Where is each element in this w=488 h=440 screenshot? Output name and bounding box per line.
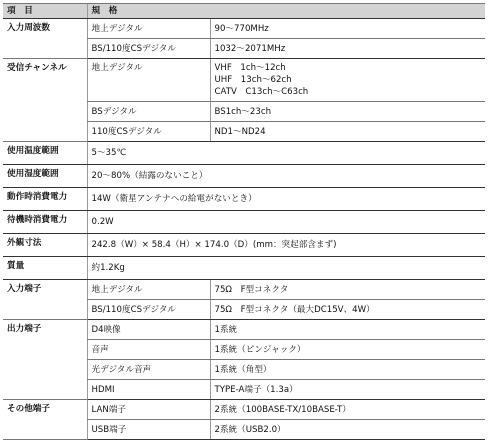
- table-row: [3, 188, 485, 211]
- row-subitem: 光デジタル音声: [87, 360, 210, 380]
- table-row: [3, 59, 485, 102]
- table-row: [3, 280, 485, 300]
- row-category: 出力端子: [3, 320, 87, 400]
- table-row: [3, 234, 485, 257]
- row-value: TYPE-A端子（1.3a）: [210, 380, 485, 400]
- row-subitem: USB端子: [87, 420, 210, 440]
- row-category: 受信チャンネル: [3, 59, 87, 142]
- table-row: [3, 165, 485, 188]
- header-spec: 規 格: [87, 4, 485, 19]
- row-value: 2系統（100BASE-TX/10BASE-T）: [210, 400, 485, 420]
- row-subitem: BS/110度CSデジタル: [87, 39, 210, 59]
- table-row: [3, 19, 485, 39]
- row-category: 入力端子: [3, 280, 87, 320]
- row-value: 5～35℃: [87, 142, 485, 165]
- row-value: 1系統（角型）: [210, 360, 485, 380]
- row-subitem: LAN端子: [87, 400, 210, 420]
- row-value: 0.2W: [87, 211, 485, 234]
- row-value: 2系統（USB2.0）: [210, 420, 485, 440]
- row-subitem: D4映像: [87, 320, 210, 340]
- row-subitem: BS/110度CSデジタル: [87, 300, 210, 320]
- table-row: [3, 400, 485, 420]
- table-row: [3, 211, 485, 234]
- row-category: 使用温度範囲: [3, 142, 87, 165]
- row-value: 1032～2071MHz: [210, 39, 485, 59]
- row-subitem: 地上デジタル: [87, 280, 210, 300]
- channel-line: UHF 13ch～62ch: [214, 75, 292, 85]
- table-row: [3, 257, 485, 280]
- table-row: [3, 320, 485, 340]
- row-category: 動作時消費電力: [3, 188, 87, 211]
- channel-line: VHF 1ch～12ch: [214, 63, 286, 73]
- spec-table: [3, 3, 485, 440]
- row-subitem: 地上デジタル: [87, 19, 210, 39]
- row-value: 1系統: [210, 320, 485, 340]
- row-category: その他端子: [3, 400, 87, 440]
- row-category: 外観寸法: [3, 234, 87, 257]
- table-header-row: [3, 4, 485, 19]
- row-value: 242.8（W）× 58.4（H）× 174.0（D）(mm：突起部含まず): [87, 234, 485, 257]
- row-value: 75Ω F型コネクタ（最大DC15V、4W）: [210, 300, 485, 320]
- row-value: 14W（衛星アンテナへの給電がないとき）: [87, 188, 485, 211]
- header-item: 項 目: [3, 4, 87, 19]
- row-value: 90～770MHz: [210, 19, 485, 39]
- table-row: [3, 142, 485, 165]
- row-value: BS1ch～23ch: [210, 102, 485, 122]
- row-value: 75Ω F型コネクタ: [210, 280, 485, 300]
- row-value: 1系統（ピンジャック）: [210, 340, 485, 360]
- row-subitem: 地上デジタル: [87, 59, 210, 102]
- row-value: 20～80%（結露のないこと）: [87, 165, 485, 188]
- row-subitem: HDMI: [87, 380, 210, 400]
- row-subitem: BSデジタル: [87, 102, 210, 122]
- row-value: [210, 59, 485, 102]
- row-value: ND1～ND24: [210, 122, 485, 142]
- row-subitem: 音声: [87, 340, 210, 360]
- row-category: 入力周波数: [3, 19, 87, 59]
- row-category: 待機時消費電力: [3, 211, 87, 234]
- channel-line: CATV C13ch～C63ch: [214, 87, 309, 97]
- row-value: 約1.2Kg: [87, 257, 485, 280]
- row-category: 使用湿度範囲: [3, 165, 87, 188]
- row-category: 質量: [3, 257, 87, 280]
- row-subitem: 110度CSデジタル: [87, 122, 210, 142]
